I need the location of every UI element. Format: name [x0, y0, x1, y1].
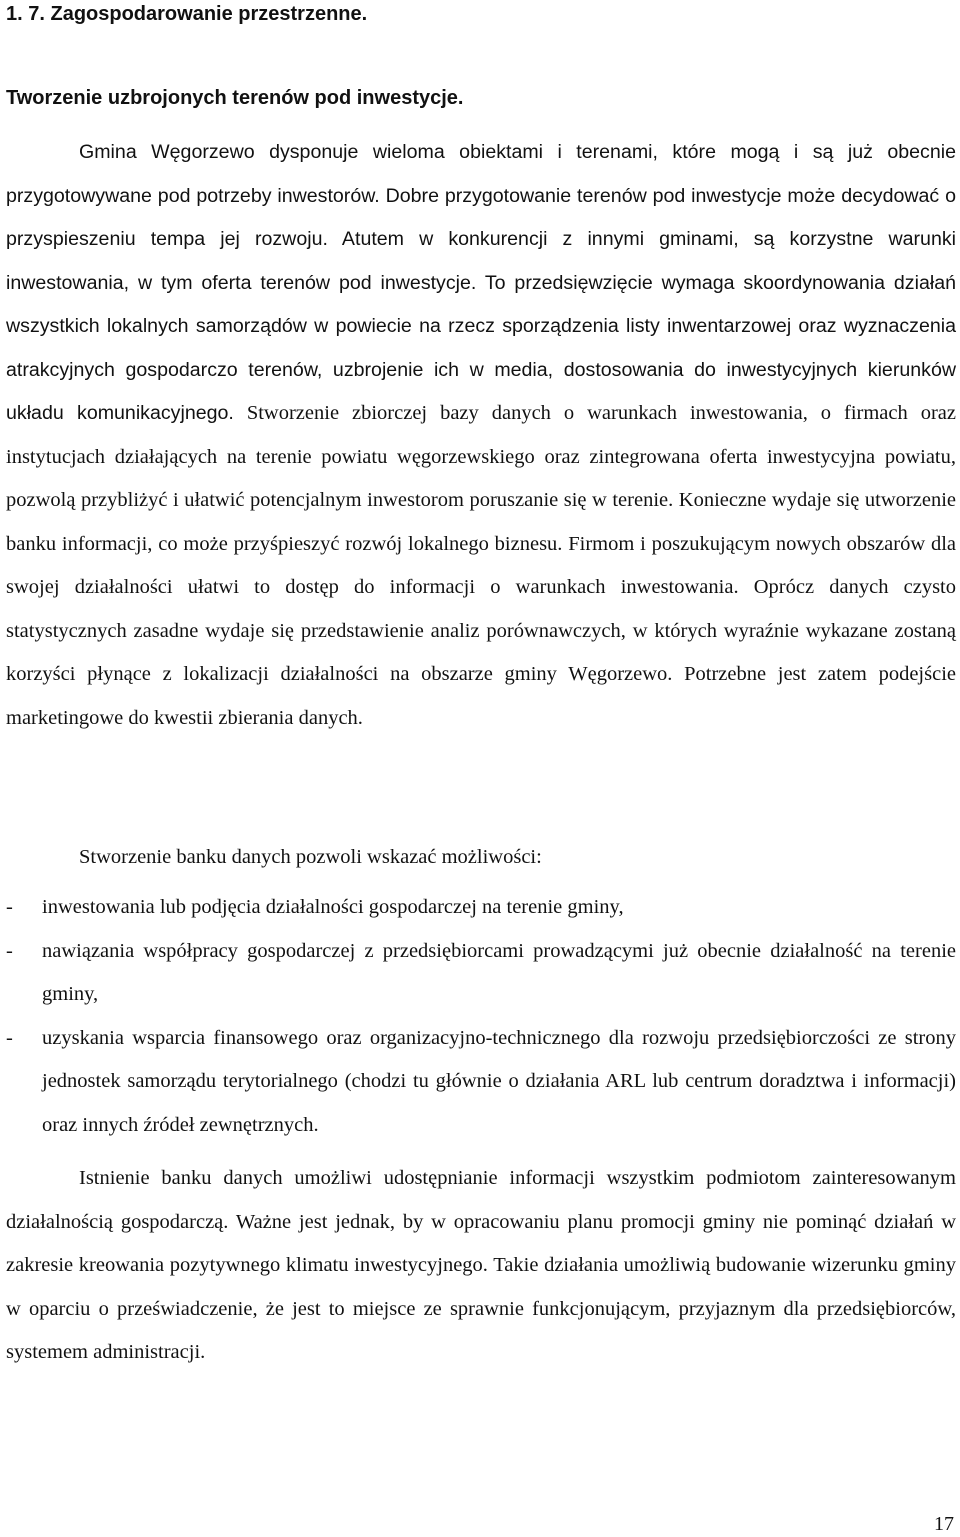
paragraph-investment-areas	[6, 131, 956, 740]
list-item-text: uzyskania wsparcia finansowego oraz organizacyjno-technicznego dla rozwoju przedsiębiorczości ze strony jednostek samorządu terytorialnego (chodzi tu głównie o działania ARL lub centrum doradztwa i informacji) oraz innych źródeł zewnętrznych.	[42, 1026, 956, 1136]
list-item	[6, 930, 956, 1017]
paragraph-data-bank-benefits: Istnienie banku danych umożliwi udostępnianie informacji wszystkim podmiotom zainteresowanym działalnością gospodarczą. Ważne jest jednak, by w opracowaniu planu promocji gminy nie pominąć działań w zakresie kreowania pozytywnego klimatu inwestycyjnego. Takie działania umożliwią budowanie wizerunku gminy w oparciu o przeświadczenie, że jest to miejsce ze sprawnie funkcjonującym, przyjaznym dla przedsiębiorców, systemem administracji.	[6, 1167, 956, 1363]
possibilities-list	[6, 886, 956, 1147]
list-item	[6, 1017, 956, 1148]
paragraph-part-sans: Gmina Węgorzewo dysponuje wieloma obiektami i terenami, które mogą i są już obecnie przygotowywane pod potrzeby inwestorów. Dobre przygotowanie terenów pod inwestycje może decydować o przyspieszeniu tempa jej rozwoju. Atutem w konkurencji z innymi gminami, są korzystne warunki inwestowania, w tym oferta terenów pod inwestycje. To przedsięwzięcie wymaga skoordynowania działań wszystkich lokalnych samorządów w powiecie na rzecz sporządzenia listy inwentarzowej oraz wyznaczenia atrakcyjnych gospodarczo terenów, uzbrojenie ich w media, dostosowania do inwestycyjnych kierunków układu komunikacyjnego.	[6, 141, 956, 424]
list-bullet: -	[6, 939, 13, 962]
paragraph-data-bank-intro: Stworzenie banku danych pozwoli wskazać możliwości:	[79, 846, 542, 868]
list-bullet: -	[6, 1026, 13, 1049]
page-number: 17	[934, 1513, 954, 1535]
subheading: Tworzenie uzbrojonych terenów pod inwestycje.	[6, 87, 464, 109]
list-item-text: inwestowania lub podjęcia działalności gospodarczej na terenie gminy,	[42, 896, 624, 918]
list-bullet: -	[6, 896, 13, 918]
section-heading: 1. 7. Zagospodarowanie przestrzenne.	[6, 3, 368, 25]
paragraph-part-serif: Stworzenie zbiorczej bazy danych o warunkach inwestowania, o firmach oraz instytucjach działających na terenie powiatu węgorzewskiego oraz zintegrowana oferta inwestycyjna powiatu, pozwolą przybliżyć i ułatwić potencjalnym inwestorom poruszanie się w terenie. Konieczne wydaje się utworzenie banku informacji, co może przyśpieszyć rozwój lokalnego biznesu. Firmom i poszukującym nowych obszarów dla swojej działalności ułatwi to dostęp do informacji o warunkach inwestowania. Oprócz danych czysto statystycznych zasadne wydaje się przedstawienie analiz porównawczych, w których wyraźnie wykazane zostaną korzyści płynące z lokalizacji działalności na obszarze gminy Węgorzewo. Potrzebne jest zatem podejście marketingowe do kwestii zbierania danych.	[6, 402, 956, 729]
list-item-text: nawiązania współpracy gospodarczej z przedsiębiorcami prowadzącymi już obecnie działalność na terenie gminy,	[42, 939, 956, 1005]
list-item	[6, 886, 956, 930]
